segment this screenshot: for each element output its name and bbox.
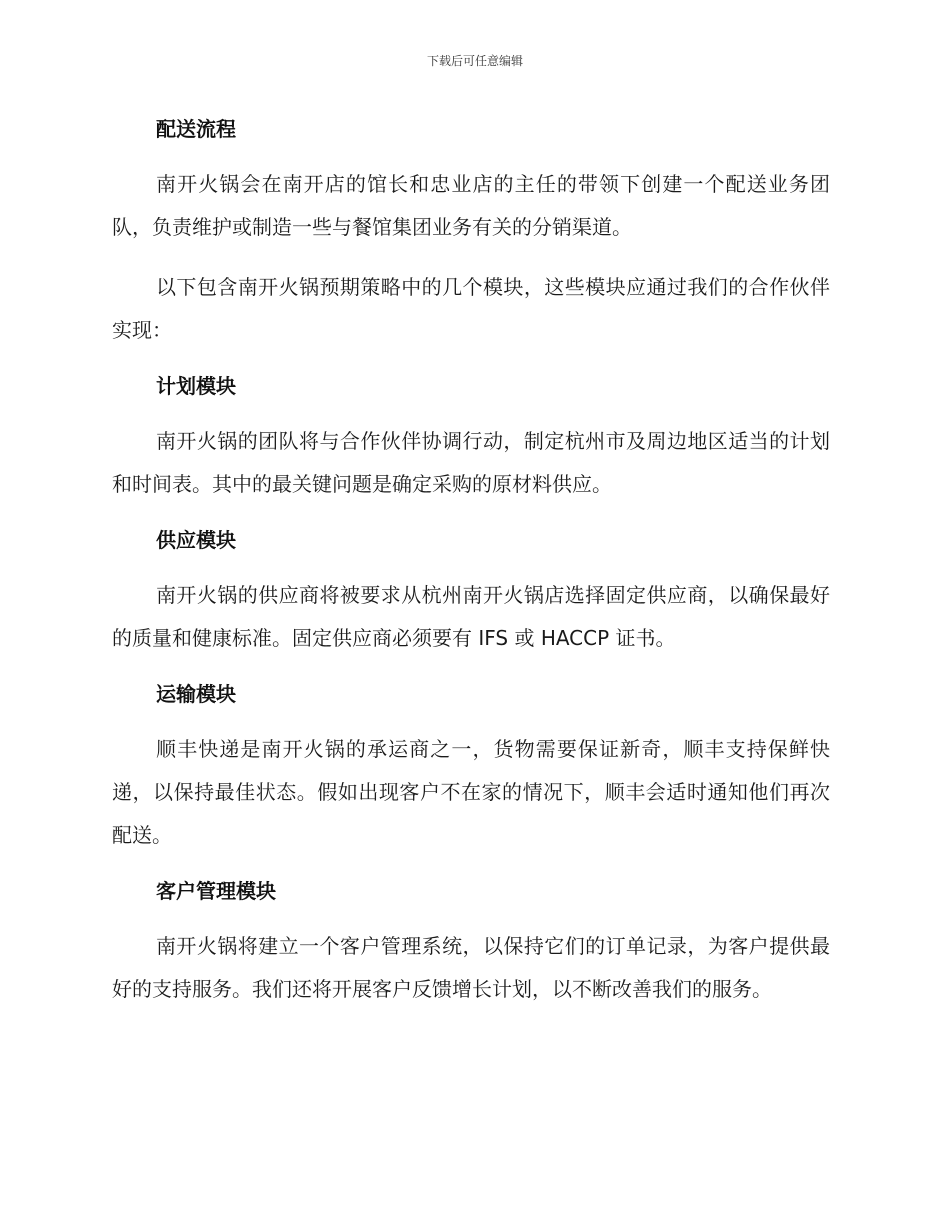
section-heading-planning-module: 计划模块 [156, 374, 236, 398]
paragraph-planning: 南开火锅的团队将与合作伙伴协调行动，制定杭州市及周边地区适当的计划和时间表。其中的最关键问题是确定采购的原材料供应。 [112, 429, 830, 496]
page-header-note: 下载后可任意编辑 [426, 54, 523, 68]
document-body [112, 112, 830, 1028]
paragraph-modules-intro: 以下包含南开火锅预期策略中的几个模块，这些模块应通过我们的合作伙伴实现： [112, 275, 830, 342]
paragraph-delivery-team: 南开火锅会在南开店的馆长和忠业店的主任的带领下创建一个配送业务团队，负责维护或制造一些与餐馆集团业务有关的分销渠道。 [112, 172, 830, 239]
paragraph-customer-management: 南开火锅将建立一个客户管理系统，以保持它们的订单记录，为客户提供最好的支持服务。我们还将开展客户反馈增长计划，以不断改善我们的服务。 [112, 934, 830, 1001]
section-heading-customer-management-module: 客户管理模块 [156, 879, 276, 903]
paragraph-supply: 南开火锅的供应商将被要求从杭州南开火锅店选择固定供应商，以确保最好的质量和健康标准。固定供应商必须要有 IFS 或 HACCP 证书。 [112, 583, 830, 650]
section-heading-transport-module: 运输模块 [156, 682, 236, 706]
section-heading-delivery-process: 配送流程 [156, 117, 236, 141]
section-heading-supply-module: 供应模块 [156, 528, 236, 552]
paragraph-transport: 顺丰快递是南开火锅的承运商之一，货物需要保证新奇，顺丰支持保鲜快递，以保持最佳状态。假如出现客户不在家的情况下，顺丰会适时通知他们再次配送。 [112, 737, 830, 847]
